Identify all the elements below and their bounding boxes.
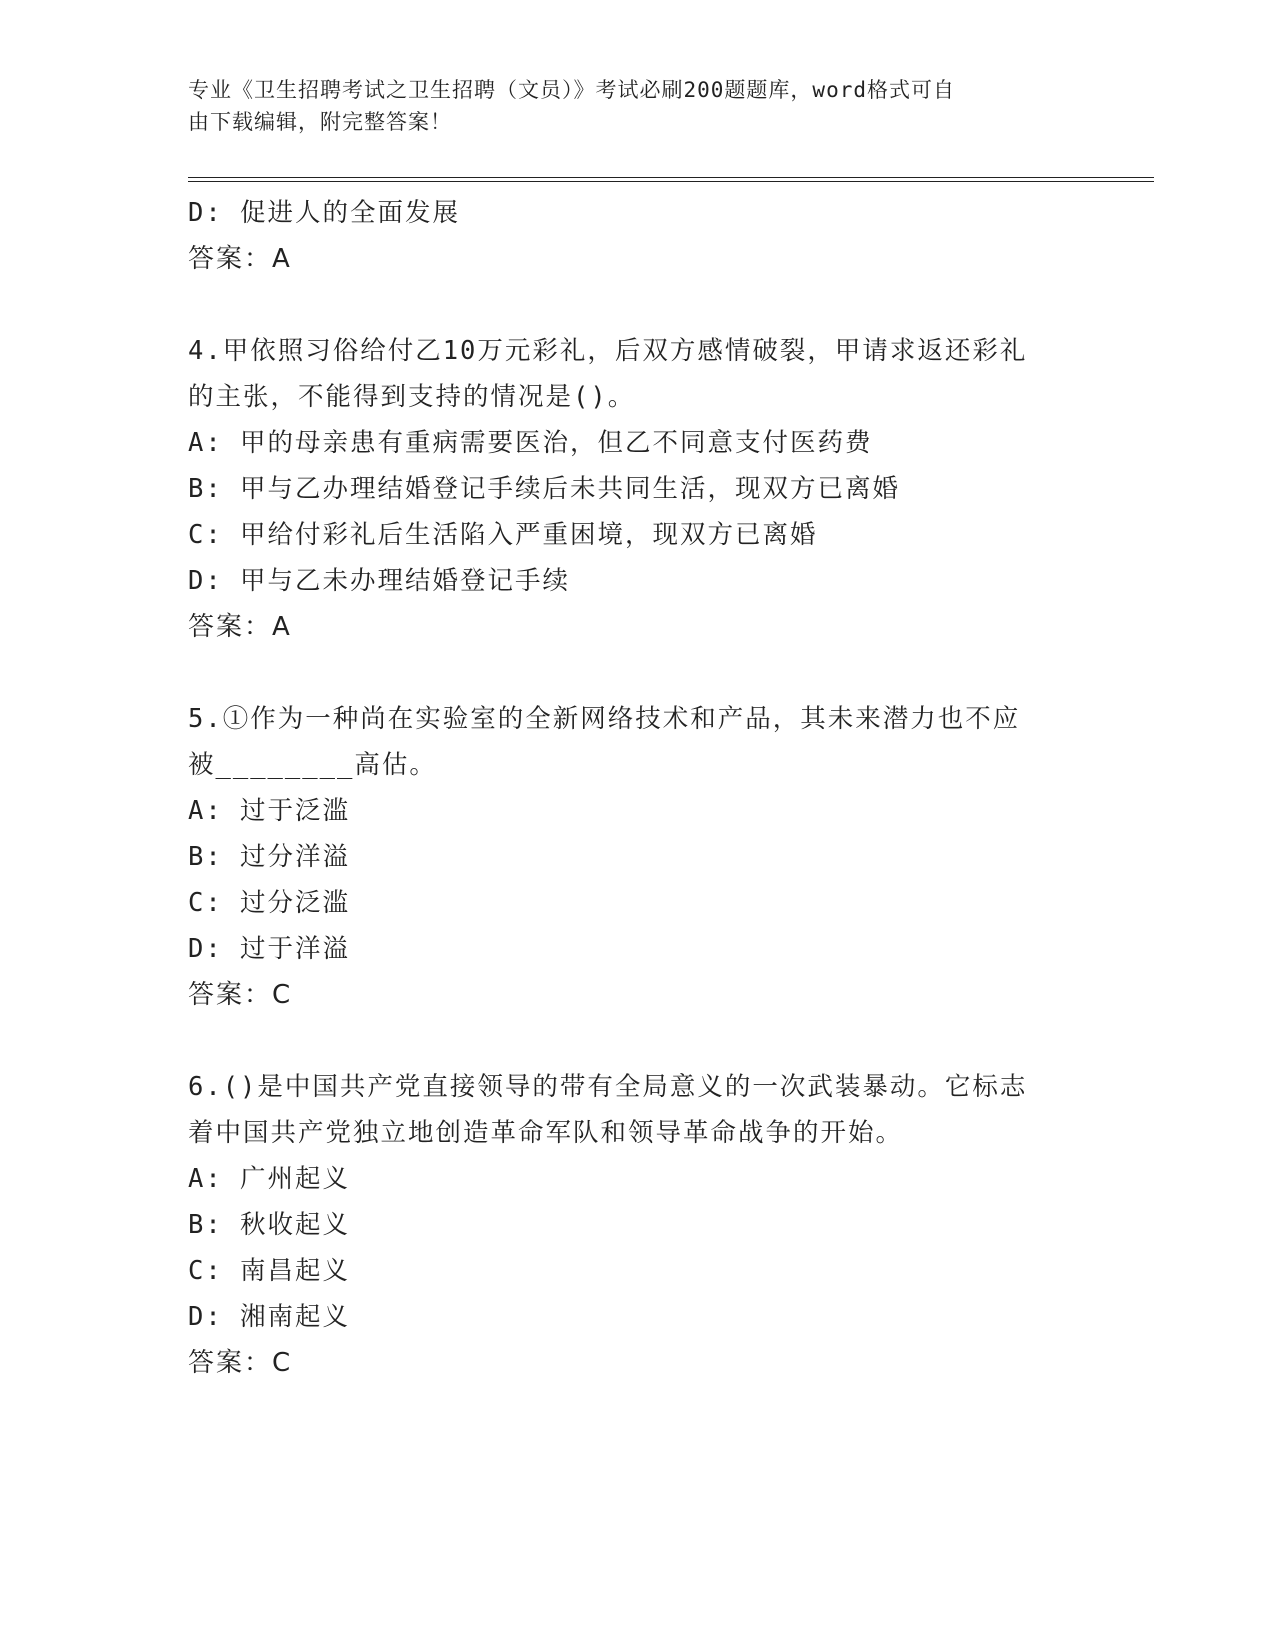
page-header xyxy=(188,74,1068,138)
header-line-1: 专业《卫生招聘考试之卫生招聘（文员）》考试必刷200题题库，word格式可自 xyxy=(188,78,955,102)
question-4 xyxy=(188,328,1088,650)
option-a: A: 甲的母亲患有重病需要医治，但乙不同意支付医药费 xyxy=(188,428,873,458)
option-c: C: 过分泛滥 xyxy=(188,888,351,918)
option-d: D: 甲与乙未办理结婚登记手续 xyxy=(188,566,571,596)
spacer xyxy=(188,650,1088,696)
question-stem: 4.甲依照习俗给付乙10万元彩礼，后双方感情破裂，甲请求返还彩礼 xyxy=(188,336,1028,366)
option-d: D: 促进人的全面发展 xyxy=(188,198,461,228)
spacer xyxy=(188,282,1088,328)
header-rule-thin xyxy=(188,181,1154,182)
answer: 答案：A xyxy=(188,244,292,274)
option-d: D: 过于洋溢 xyxy=(188,934,351,964)
question-6 xyxy=(188,1064,1088,1386)
question-stem-cont: 被________高估。 xyxy=(188,750,437,780)
header-line-2: 由下载编辑，附完整答案！ xyxy=(188,110,452,134)
question-stem-cont: 着中国共产党独立地创造革命军队和领导革命战争的开始。 xyxy=(188,1118,904,1148)
option-b: B: 秋收起义 xyxy=(188,1210,351,1240)
spacer xyxy=(188,1018,1088,1064)
option-a: A: 过于泛滥 xyxy=(188,796,351,826)
question-stem: 5.①作为一种尚在实验室的全新网络技术和产品，其未来潜力也不应 xyxy=(188,704,1021,734)
option-c: C: 南昌起义 xyxy=(188,1256,351,1286)
answer: 答案：C xyxy=(188,1348,293,1378)
question-5 xyxy=(188,696,1088,1018)
question-3-tail xyxy=(188,190,1088,282)
option-a: A: 广州起义 xyxy=(188,1164,351,1194)
option-d: D: 湘南起义 xyxy=(188,1302,351,1332)
option-b: B: 甲与乙办理结婚登记手续后未共同生活，现双方已离婚 xyxy=(188,474,901,504)
question-stem-cont: 的主张，不能得到支持的情况是()。 xyxy=(188,382,636,412)
answer: 答案：C xyxy=(188,980,293,1010)
answer: 答案：A xyxy=(188,612,292,642)
option-b: B: 过分洋溢 xyxy=(188,842,351,872)
question-list xyxy=(188,190,1088,1386)
option-c: C: 甲给付彩礼后生活陷入严重困境，现双方已离婚 xyxy=(188,520,818,550)
question-stem: 6.()是中国共产党直接领导的带有全局意义的一次武装暴动。它标志 xyxy=(188,1072,1028,1102)
header-rule-thick xyxy=(188,177,1154,178)
